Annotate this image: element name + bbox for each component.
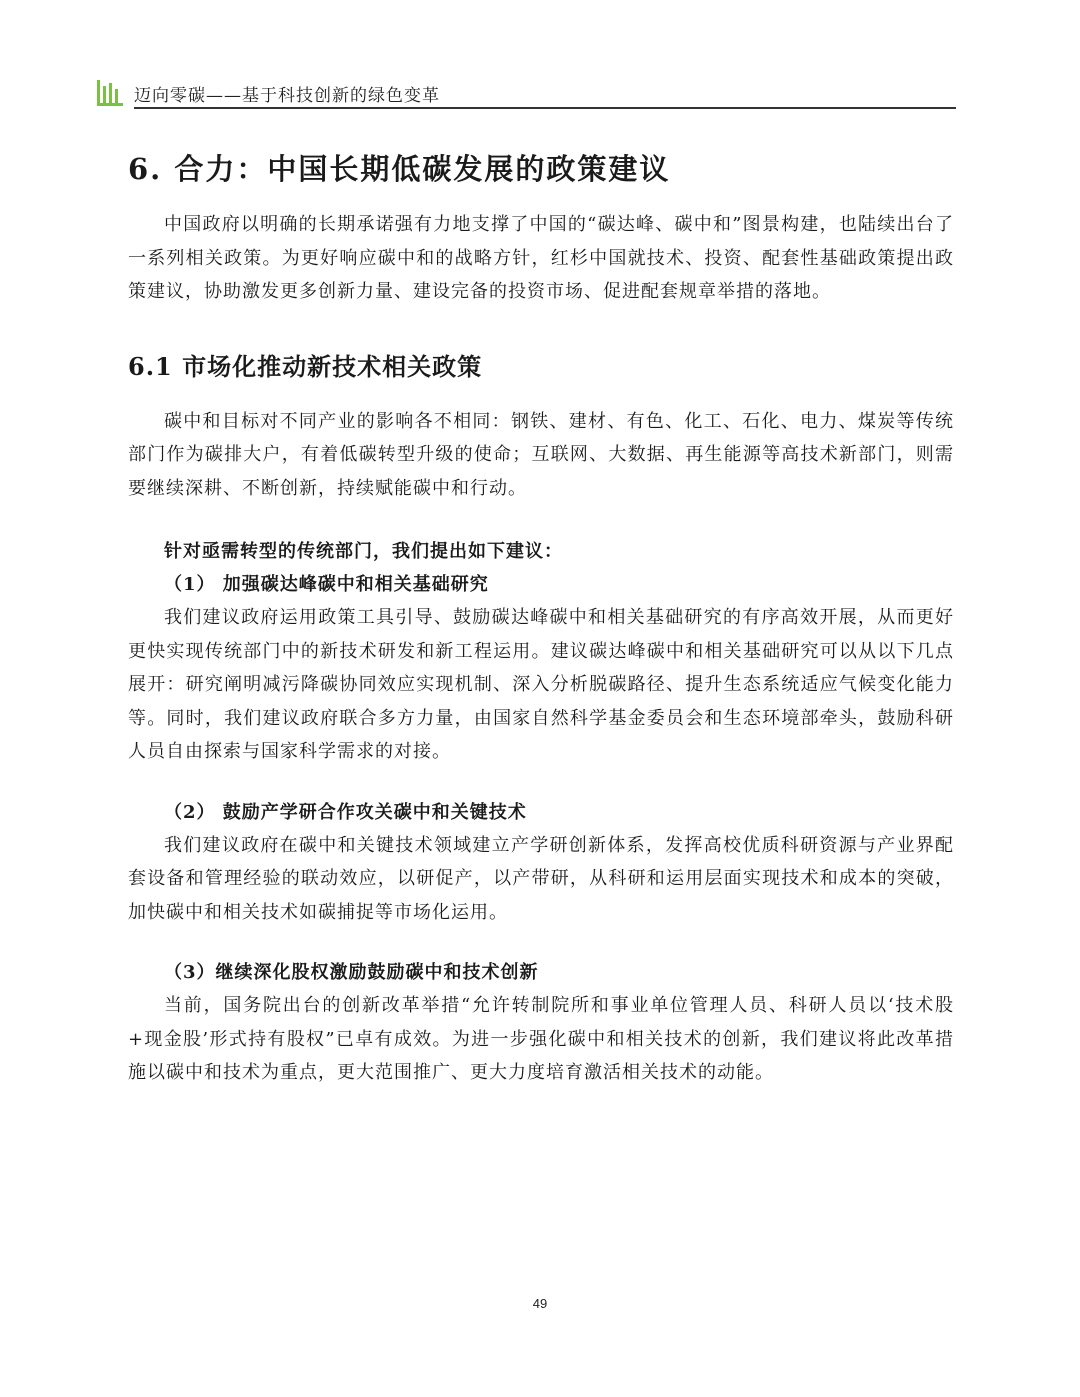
recommendation-2-body: 我们建议政府在碳中和关键技术领域建立产学研创新体系，发挥高校优质科研资源与产业界配套设备和管理经验的联动效应，以研促产，以产带研，从科研和运用层面实现技术和成本的突破，加快碳中和相关技术如碳捕捉等市场化运用。 [128,834,954,923]
publisher-logo-icon [97,80,123,106]
recommendation-1-heading: （1） 加强碳达峰碳中和相关基础研究 [164,574,489,595]
section-6-title: 6. 合力：中国长期低碳发展的政策建议 [128,152,671,186]
recommendation-1-body: 我们建议政府运用政策工具引导、鼓励碳达峰碳中和相关基础研究的有序高效开展，从而更好更快实现传统部门中的新技术研发和新工程运用。建议碳达峰碳中和相关基础研究可以从以下几点展开：研究阐明减污降碳协同效应实现机制、深入分析脱碳路径、提升生态系统适应气候变化能力等。同时，我们建议政府联合多方力量，由国家自然科学基金委员会和生态环境部牵头，鼓励科研人员自由探索与国家科学需求的对接。 [128,607,954,762]
page-body [128,148,954,1090]
recommendation-3-body: 当前，国务院出台的创新改革举措“允许转制院所和事业单位管理人员、科研人员以‘技术股+现金股’形式持有股权”已卓有成效。为进一步强化碳中和相关技术的创新，我们建议将此改革措施以碳中和技术为重点，更大范围推广、更大力度培育激活相关技术的动能。 [128,995,954,1083]
page-number: 49 [532,1296,548,1311]
recommendations-lead: 针对亟需转型的传统部门，我们提出如下建议： [164,541,563,562]
running-header-title: 迈向零碳——基于科技创新的绿色变革 [134,86,440,106]
recommendation-2-heading: （2） 鼓励产学研合作攻关碳中和关键技术 [164,801,527,823]
section-6-intro: 中国政府以明确的长期承诺强有力地支撑了中国的“碳达峰、碳中和”图景构建，也陆续出台了一系列相关政策。为更好响应碳中和的战略方针，红杉中国就技术、投资、配套性基础政策提出政策建议，协助激发更多创新力量、建设完备的投资市场、促进配套规章举措的落地。 [128,214,954,302]
header-divider [134,107,956,109]
section-6-1-title: 6.1 市场化推动新技术相关政策 [128,351,483,381]
recommendation-3-heading: （3）继续深化股权激励鼓励碳中和技术创新 [164,962,539,983]
page-header [97,78,957,110]
section-6-1-intro: 碳中和目标对不同产业的影响各不相同：钢铁、建材、有色、化工、石化、电力、煤炭等传统部门作为碳排大户，有着低碳转型升级的使命；互联网、大数据、再生能源等高技术新部门，则需要继续深耕、不断创新，持续赋能碳中和行动。 [128,410,954,499]
